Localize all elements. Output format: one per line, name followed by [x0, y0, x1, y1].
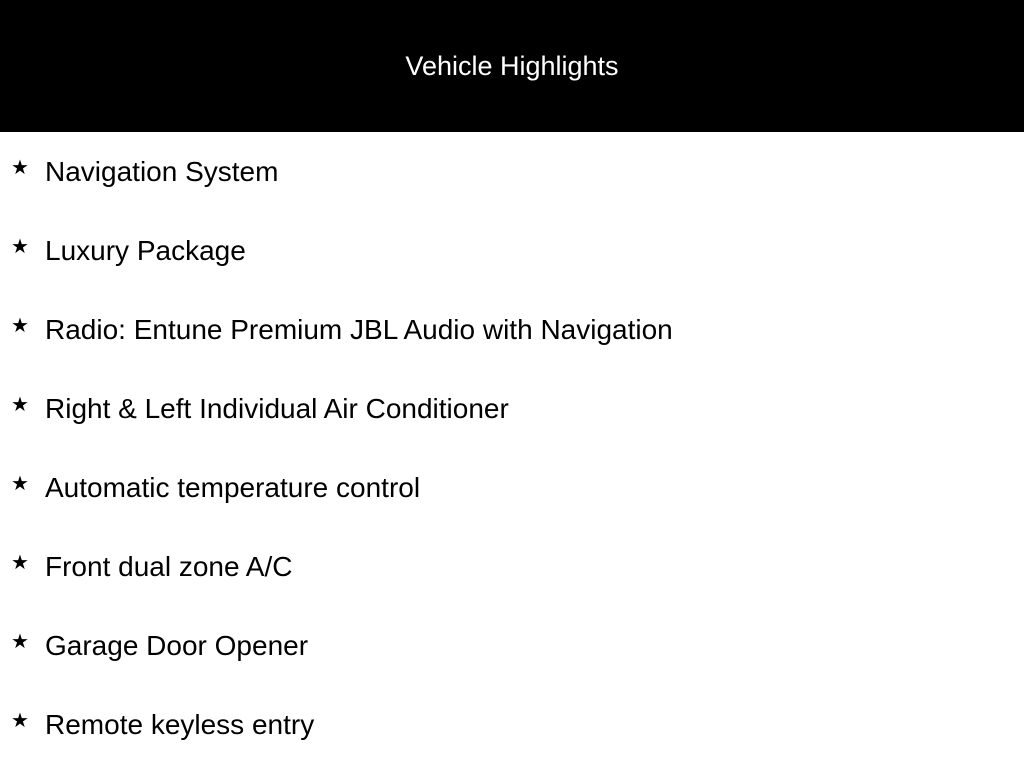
star-icon: ★	[11, 710, 29, 732]
list-item	[0, 527, 1024, 606]
star-icon: ★	[11, 631, 29, 653]
star-icon: ★	[11, 157, 29, 179]
highlight-label: Right & Left Individual Air Conditioner	[45, 393, 509, 424]
star-icon: ★	[11, 236, 29, 258]
list-item	[0, 369, 1024, 448]
star-icon: ★	[11, 394, 29, 416]
star-icon: ★	[11, 315, 29, 337]
list-item	[0, 211, 1024, 290]
highlight-label: Radio: Entune Premium JBL Audio with Navigation	[45, 314, 673, 345]
list-item	[0, 685, 1024, 764]
highlight-label: Automatic temperature control	[45, 472, 421, 503]
highlight-label: Navigation System	[45, 156, 279, 187]
header-bar	[0, 0, 1024, 132]
list-item	[0, 606, 1024, 685]
list-item	[0, 448, 1024, 527]
page-title: Vehicle Highlights	[405, 51, 619, 81]
highlight-label: Front dual zone A/C	[45, 551, 293, 582]
list-item	[0, 290, 1024, 369]
list-item	[0, 132, 1024, 211]
highlight-label: Garage Door Opener	[45, 630, 309, 661]
highlight-label: Luxury Package	[45, 235, 246, 266]
star-icon: ★	[11, 473, 29, 495]
highlights-list	[0, 132, 1024, 764]
highlight-label: Remote keyless entry	[45, 709, 315, 740]
star-icon: ★	[11, 552, 29, 574]
